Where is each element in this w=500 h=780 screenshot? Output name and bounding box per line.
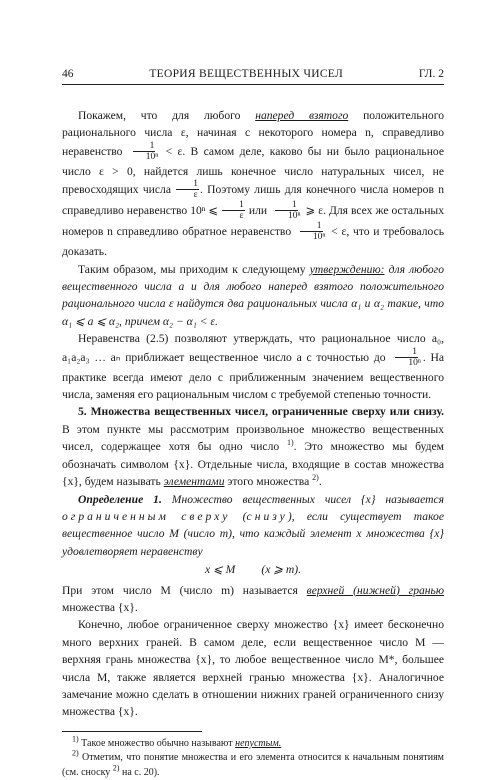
running-title: ТЕОРИЯ ВЕЩЕСТВЕННЫХ ЧИСЕЛ: [149, 68, 344, 80]
running-header: [62, 68, 444, 85]
chapter-label: ГЛ. 2: [418, 68, 444, 80]
fraction: $\frac{1}{\text{10ⁿ}}$: [129, 141, 160, 162]
footnote-ref-2[interactable]: 2): [312, 473, 319, 483]
emphasis: верхней (нижней) гранью: [306, 583, 445, 597]
paragraph-2: Таким образом, мы приходим к следующему утверждению: для любого вещественного числа a и для любого наперед взятого положительного рационального числа ε найдутся два рациональных числа α₁ и α₂ такие, что α₁ ⩽ a ⩽ α₂, причем α₂ − α₁ < ε.: [62, 262, 444, 328]
fraction: $\frac{1}{\varepsilon}$: [222, 200, 245, 221]
book-page: [62, 68, 444, 780]
footnotes: [62, 734, 444, 780]
footnote-ref-1[interactable]: 1): [286, 438, 294, 448]
page-number: 46: [62, 68, 74, 80]
formula: x ⩽ M (x ⩾ m).: [205, 563, 301, 577]
definition-label: Определение 1.: [78, 492, 162, 506]
paragraph-4: При этом число M (число m) называется верхней (нижней) гранью множества {x}.: [62, 583, 445, 614]
footnote-2: $^{2)}$ Отметим, что понятие множества и его элемента относится к начальным понятиям (см. сноску $^{2)}$ на с. 20).: [62, 748, 444, 778]
emphasis: элементами: [163, 475, 225, 489]
paragraph-1: Покажем, что для любого наперед взятого положительного рационального числа ε, начиная с некоторого номера n, справедливо неравенство $\frac{1}{\text{10ⁿ}}$ < ε. В самом деле, каково бы ни было рациональное число ε > 0, найдется лишь конечное число натуральных чисел, не превосходящих числа $\frac{1}{\varepsilon}$ . Поэтому лишь для конечного числа номеров n справедливо неравенство 10ⁿ ⩽ $\frac{1}{\varepsilon}$ или $\frac{1}{\text{10ⁿ}}$ ⩾ ε. Для всех же остальных номеров n справедливо обратное неравенство $\frac{1}{\text{10ⁿ}}$ < ε, что и требовалось доказать.: [62, 109, 445, 259]
emphasis: утверждению:: [309, 262, 385, 276]
section-heading: 5. Множества вещественных чисел, ограниченные сверху или снизу.: [78, 405, 444, 419]
footnote-divider: [62, 731, 202, 732]
main-text: [62, 107, 444, 721]
section-5-paragraph: 5. Множества вещественных чисел, ограниченные сверху или снизу. В этом пункте мы рассмотрим произвольное множество вещественных чисел, содержащее хотя бы одно число $^{1)}$. Это множество мы будем обозначать символом {x}. Отдельные числа, входящие в состав множества {x}, будем называть элементами этого множества $^{2)}$.: [62, 405, 444, 489]
definition-1: Определение 1. Множество вещественных чисел {x} называется ограниченным сверху (снизу), если существует такое вещественное число M (число m), что каждый элемент x множества {x} удовлетворяет неравенству: [62, 492, 444, 558]
fraction: $\frac{1}{\text{10ⁿ}}$: [271, 200, 302, 221]
emphasis: наперед взятого: [255, 109, 349, 122]
fraction: $\frac{1}{\text{10ⁿ}}$: [391, 347, 422, 368]
paragraph-3: Неравенства (2.5) позволяют утверждать, что рациональное число a₀, a₁a₂a₃ … aₙ приближает вещественное число a с точностью до $\frac{1}{\text{10ⁿ}}$ . На практике всегда имеют дело с приближенным значением вещественного числа, заменяя его рациональным числом с требуемой степенью точности.: [62, 332, 444, 402]
paragraph-5: Конечно, любое ограниченное сверху множество {x} имеет бесконечно много верхних граней. В самом деле, если вещественное число M — верхняя грань множества {x}, то любое вещественное число M*, большее числа M, также является верхней гранью множества {x}. Аналогичное замечание можно сделать в отношении нижних граней ограниченного снизу множества {x}.: [62, 618, 444, 719]
statement: для любого вещественного числа a и для любого наперед взятого положительного рационального числа ε найдутся два рациональных числа α₁ и α₂ такие, что α₁ ⩽ a ⩽ α₂, причем α₂ − α₁ < ε.: [62, 262, 444, 328]
footnote-1: $^{1)}$ Такое множество обычно называют непустым.: [72, 734, 282, 749]
fraction: $\frac{1}{\text{10ⁿ}}$: [296, 221, 327, 242]
fraction: $\frac{1}{\varepsilon}$: [176, 179, 199, 200]
